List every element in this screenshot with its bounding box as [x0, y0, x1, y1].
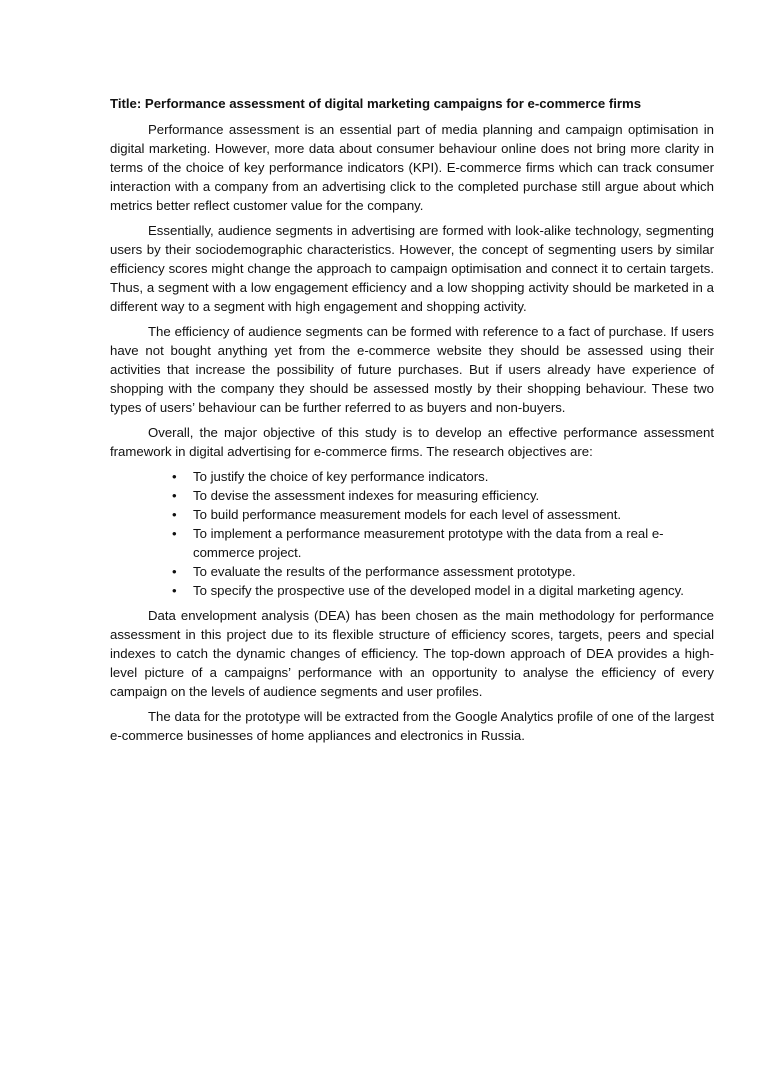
document-body	[110, 94, 714, 751]
objectives-list	[110, 467, 714, 600]
paragraph: The data for the prototype will be extracted from the Google Analytics profile of one of the largest e-commerce businesses of home appliances and electronics in Russia.	[110, 709, 714, 743]
list-item: • To build performance measurement models for each level of assessment.	[193, 505, 714, 524]
paragraph: Data envelopment analysis (DEA) has been chosen as the main methodology for performance assessment in this project due to its flexible structure of efficiency scores, targets, peers and special indexes to catch the dynamic changes of efficiency. The top-down approach of DEA provides a high-level picture of a campaigns’ performance with an opportunity to analyse the efficiency of every campaign on the levels of audience segments and user profiles.	[110, 608, 714, 699]
paragraph: The efficiency of audience segments can be formed with reference to a fact of purchase. If users have not bought anything yet from the e-commerce website they should be assessed using their activities that increase the possibility of future purchases. But if users already have experience of shopping with the company they should be assessed mostly by their shopping behaviour. These two types of users’ behaviour can be further referred to as buyers and non-buyers.	[110, 324, 714, 415]
paragraph: Overall, the major objective of this study is to develop an effective performance assessment framework in digital advertising for e-commerce firms. The research objectives are:	[110, 425, 714, 459]
paragraph: Essentially, audience segments in advertising are formed with look-alike technology, segmenting users by their sociodemographic characteristics. However, the concept of segmenting users by similar efficiency scores might change the approach to campaign optimisation and connect it to certain targets. Thus, a segment with a low engagement efficiency and a low shopping activity should be marketed in a different way to a segment with high engagement and shopping activity.	[110, 223, 714, 314]
document-title: Title: Performance assessment of digital marketing campaigns for e-commerce firms	[110, 96, 642, 111]
list-item: • To evaluate the results of the performance assessment prototype.	[193, 562, 714, 581]
paragraph: Performance assessment is an essential part of media planning and campaign optimisation in digital marketing. However, more data about consumer behaviour online does not bring more clarity in terms of the choice of key performance indicators (KPI). E-commerce firms which can track consumer interaction with a company from an advertising click to the completed purchase still argue about which metrics better reflect customer value for the company.	[110, 122, 714, 213]
list-item: • To justify the choice of key performance indicators.	[193, 467, 714, 486]
list-item: • To implement a performance measurement prototype with the data from a real e-commerce project.	[193, 524, 714, 562]
list-item: • To specify the prospective use of the developed model in a digital marketing agency.	[193, 581, 714, 600]
list-item: • To devise the assessment indexes for measuring efficiency.	[193, 486, 714, 505]
